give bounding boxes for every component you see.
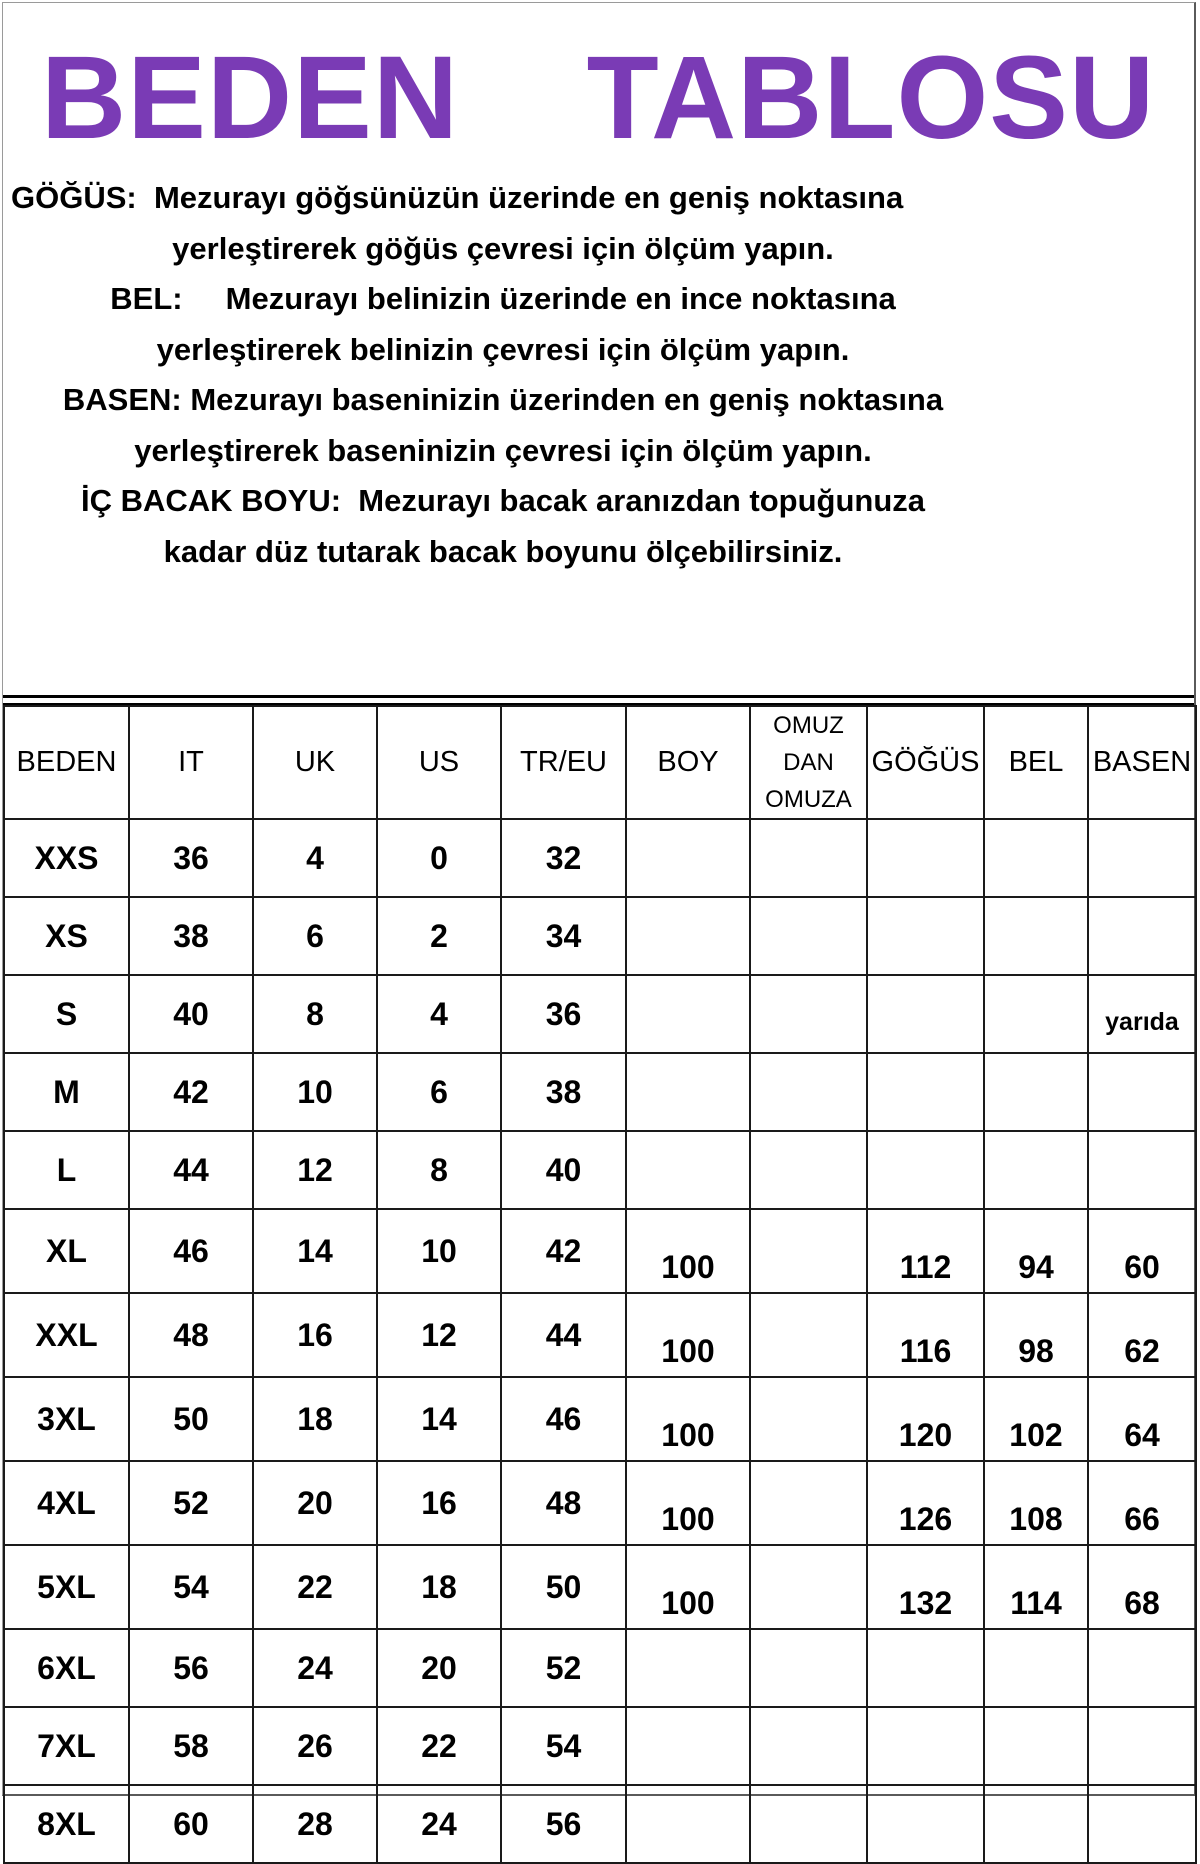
cell-tr-eu: 48 xyxy=(501,1461,626,1545)
cell-gogus xyxy=(867,1131,984,1209)
cell-beden: 4XL xyxy=(4,1461,129,1545)
cell-it: 40 xyxy=(129,975,253,1053)
cell-it: 48 xyxy=(129,1293,253,1377)
cell-it: 58 xyxy=(129,1707,253,1785)
cell-basen: 66 xyxy=(1088,1461,1196,1545)
cell-bel: 102 xyxy=(984,1377,1088,1461)
header-omuz-line: OMUZ xyxy=(773,712,844,739)
cell-beden: 8XL xyxy=(4,1785,129,1863)
cell-us: 22 xyxy=(377,1707,501,1785)
cell-us: 12 xyxy=(377,1293,501,1377)
cell-boy xyxy=(626,1785,750,1863)
cell-us: 10 xyxy=(377,1209,501,1293)
cell-us: 14 xyxy=(377,1377,501,1461)
cell-gogus: 126 xyxy=(867,1461,984,1545)
cell-bel xyxy=(984,897,1088,975)
cell-us: 2 xyxy=(377,897,501,975)
cell-boy: 100 xyxy=(626,1293,750,1377)
cell-it: 42 xyxy=(129,1053,253,1131)
cell-basen xyxy=(1088,1707,1196,1785)
cell-boy: 100 xyxy=(626,1545,750,1629)
cell-bel: 108 xyxy=(984,1461,1088,1545)
header-omuz-line: OMUZA xyxy=(765,786,852,813)
header-basen: BASEN xyxy=(1088,706,1196,819)
instruction-line: GÖĞÜS: Mezurayı göğsünüzün üzerinde en geniş noktasına xyxy=(11,180,904,215)
cell-omuz-dan-omuza xyxy=(750,1785,867,1863)
cell-gogus xyxy=(867,819,984,897)
cell-it: 44 xyxy=(129,1131,253,1209)
cell-tr-eu: 34 xyxy=(501,897,626,975)
cell-tr-eu: 46 xyxy=(501,1377,626,1461)
cell-omuz-dan-omuza xyxy=(750,1293,867,1377)
instruction-line: kadar düz tutarak bacak boyunu ölçebilirsiniz. xyxy=(163,533,843,569)
cell-boy xyxy=(626,1053,750,1131)
cell-bel: 114 xyxy=(984,1545,1088,1629)
cell-basen: 60 xyxy=(1088,1209,1196,1293)
table-row xyxy=(4,1629,1196,1707)
cell-basen xyxy=(1088,975,1196,1053)
cell-uk: 20 xyxy=(253,1461,377,1545)
cell-basen xyxy=(1088,897,1196,975)
cell-basen xyxy=(1088,819,1196,897)
cell-gogus xyxy=(867,1785,984,1863)
cell-basen: 62 xyxy=(1088,1293,1196,1377)
table-header-row xyxy=(4,706,1196,819)
cell-boy xyxy=(626,975,750,1053)
instruction-line: yerleştirerek belinizin çevresi için ölçüm yapın. xyxy=(156,331,850,367)
table-row xyxy=(4,1209,1196,1293)
cell-gogus: 116 xyxy=(867,1293,984,1377)
cell-boy xyxy=(626,897,750,975)
cell-omuz-dan-omuza xyxy=(750,897,867,975)
cell-us: 8 xyxy=(377,1131,501,1209)
header-beden: BEDEN xyxy=(4,706,129,819)
cell-uk: 24 xyxy=(253,1629,377,1707)
table-row xyxy=(4,1785,1196,1863)
cell-uk: 14 xyxy=(253,1209,377,1293)
cell-uk: 10 xyxy=(253,1053,377,1131)
cell-it: 46 xyxy=(129,1209,253,1293)
cell-basen xyxy=(1088,1053,1196,1131)
cell-us: 24 xyxy=(377,1785,501,1863)
cell-basen xyxy=(1088,1629,1196,1707)
table-row xyxy=(4,1545,1196,1629)
cell-gogus: 120 xyxy=(867,1377,984,1461)
cell-us: 4 xyxy=(377,975,501,1053)
cell-it: 60 xyxy=(129,1785,253,1863)
cell-it: 54 xyxy=(129,1545,253,1629)
page-title: BEDEN TABLOSU xyxy=(41,32,1156,164)
header-tr-eu: TR/EU xyxy=(501,706,626,819)
cell-omuz-dan-omuza xyxy=(750,1461,867,1545)
header-it: IT xyxy=(129,706,253,819)
cell-boy xyxy=(626,1629,750,1707)
cell-beden: 3XL xyxy=(4,1377,129,1461)
header-omuz-dan-omuza xyxy=(750,706,867,819)
cell-boy xyxy=(626,1707,750,1785)
cell-omuz-dan-omuza xyxy=(750,1545,867,1629)
cell-omuz-dan-omuza xyxy=(750,1377,867,1461)
cell-it: 56 xyxy=(129,1629,253,1707)
cell-basen xyxy=(1088,1785,1196,1863)
cell-tr-eu: 38 xyxy=(501,1053,626,1131)
measurement-instructions xyxy=(3,173,1003,577)
cell-beden: 6XL xyxy=(4,1629,129,1707)
cell-omuz-dan-omuza xyxy=(750,1053,867,1131)
cell-omuz-dan-omuza xyxy=(750,819,867,897)
cell-omuz-dan-omuza xyxy=(750,1209,867,1293)
cell-beden: 5XL xyxy=(4,1545,129,1629)
cell-beden: XXS xyxy=(4,819,129,897)
table-row xyxy=(4,975,1196,1053)
cell-bel xyxy=(984,819,1088,897)
cell-bel: 94 xyxy=(984,1209,1088,1293)
cell-it: 52 xyxy=(129,1461,253,1545)
cell-bel: 98 xyxy=(984,1293,1088,1377)
cell-basen: 64 xyxy=(1088,1377,1196,1461)
cell-gogus xyxy=(867,1629,984,1707)
cell-bel xyxy=(984,1131,1088,1209)
cell-uk: 28 xyxy=(253,1785,377,1863)
cell-it: 50 xyxy=(129,1377,253,1461)
cell-gogus: 132 xyxy=(867,1545,984,1629)
header-gogus: GÖĞÜS xyxy=(867,706,984,819)
cell-basen: 68 xyxy=(1088,1545,1196,1629)
cell-tr-eu: 50 xyxy=(501,1545,626,1629)
table-body xyxy=(4,819,1196,1863)
cell-boy: 100 xyxy=(626,1377,750,1461)
cell-bel xyxy=(984,975,1088,1053)
header-omuz-line: DAN xyxy=(783,749,834,776)
size-table xyxy=(3,705,1197,1864)
cell-gogus xyxy=(867,1707,984,1785)
table-row xyxy=(4,897,1196,975)
cell-bel xyxy=(984,1707,1088,1785)
size-chart-page xyxy=(2,2,1196,1842)
instruction-line: İÇ BACAK BOYU: Mezurayı bacak aranızdan topuğunuza xyxy=(81,483,925,518)
cell-it: 38 xyxy=(129,897,253,975)
cell-tr-eu: 42 xyxy=(501,1209,626,1293)
instruction-line: yerleştirerek baseninizin çevresi için ölçüm yapın. xyxy=(134,432,872,468)
cell-uk: 18 xyxy=(253,1377,377,1461)
cell-tr-eu: 44 xyxy=(501,1293,626,1377)
cell-uk: 26 xyxy=(253,1707,377,1785)
table-row xyxy=(4,819,1196,897)
cell-gogus xyxy=(867,897,984,975)
cell-gogus xyxy=(867,975,984,1053)
cell-boy: 100 xyxy=(626,1209,750,1293)
cell-us: 18 xyxy=(377,1545,501,1629)
cell-tr-eu: 54 xyxy=(501,1707,626,1785)
header-us: US xyxy=(377,706,501,819)
basen-note: yarıda xyxy=(1105,1008,1179,1036)
cell-beden: XL xyxy=(4,1209,129,1293)
cell-boy xyxy=(626,1131,750,1209)
cell-beden: XS xyxy=(4,897,129,975)
cell-omuz-dan-omuza xyxy=(750,1629,867,1707)
cell-tr-eu: 40 xyxy=(501,1131,626,1209)
cell-boy xyxy=(626,819,750,897)
instruction-line: BEL: Mezurayı belinizin üzerinde en ince noktasına xyxy=(110,281,896,316)
cell-beden: L xyxy=(4,1131,129,1209)
table-row xyxy=(4,1707,1196,1785)
cell-uk: 8 xyxy=(253,975,377,1053)
table-row xyxy=(4,1131,1196,1209)
cell-uk: 4 xyxy=(253,819,377,897)
header-uk: UK xyxy=(253,706,377,819)
header-boy: BOY xyxy=(626,706,750,819)
header-bel: BEL xyxy=(984,706,1088,819)
cell-us: 20 xyxy=(377,1629,501,1707)
cell-beden: M xyxy=(4,1053,129,1131)
cell-beden: S xyxy=(4,975,129,1053)
cell-it: 36 xyxy=(129,819,253,897)
cell-tr-eu: 36 xyxy=(501,975,626,1053)
cell-omuz-dan-omuza xyxy=(750,1131,867,1209)
cell-uk: 6 xyxy=(253,897,377,975)
cell-uk: 12 xyxy=(253,1131,377,1209)
table-row xyxy=(4,1053,1196,1131)
cell-omuz-dan-omuza xyxy=(750,1707,867,1785)
instruction-line: yerleştirerek göğüs çevresi için ölçüm yapın. xyxy=(172,230,834,266)
cell-gogus: 112 xyxy=(867,1209,984,1293)
cell-beden: 7XL xyxy=(4,1707,129,1785)
cell-bel xyxy=(984,1053,1088,1131)
cell-bel xyxy=(984,1629,1088,1707)
table-row xyxy=(4,1461,1196,1545)
cell-tr-eu: 32 xyxy=(501,819,626,897)
cell-tr-eu: 56 xyxy=(501,1785,626,1863)
cell-basen xyxy=(1088,1131,1196,1209)
cell-us: 16 xyxy=(377,1461,501,1545)
cell-bel xyxy=(984,1785,1088,1863)
cell-us: 6 xyxy=(377,1053,501,1131)
table-row xyxy=(4,1377,1196,1461)
cell-uk: 22 xyxy=(253,1545,377,1629)
cell-beden: XXL xyxy=(4,1293,129,1377)
divider xyxy=(3,695,1194,698)
cell-gogus xyxy=(867,1053,984,1131)
instruction-line: BASEN: Mezurayı baseninizin üzerinden en geniş noktasına xyxy=(62,382,944,417)
cell-uk: 16 xyxy=(253,1293,377,1377)
cell-boy: 100 xyxy=(626,1461,750,1545)
table-row xyxy=(4,1293,1196,1377)
cell-us: 0 xyxy=(377,819,501,897)
cell-tr-eu: 52 xyxy=(501,1629,626,1707)
cell-omuz-dan-omuza xyxy=(750,975,867,1053)
